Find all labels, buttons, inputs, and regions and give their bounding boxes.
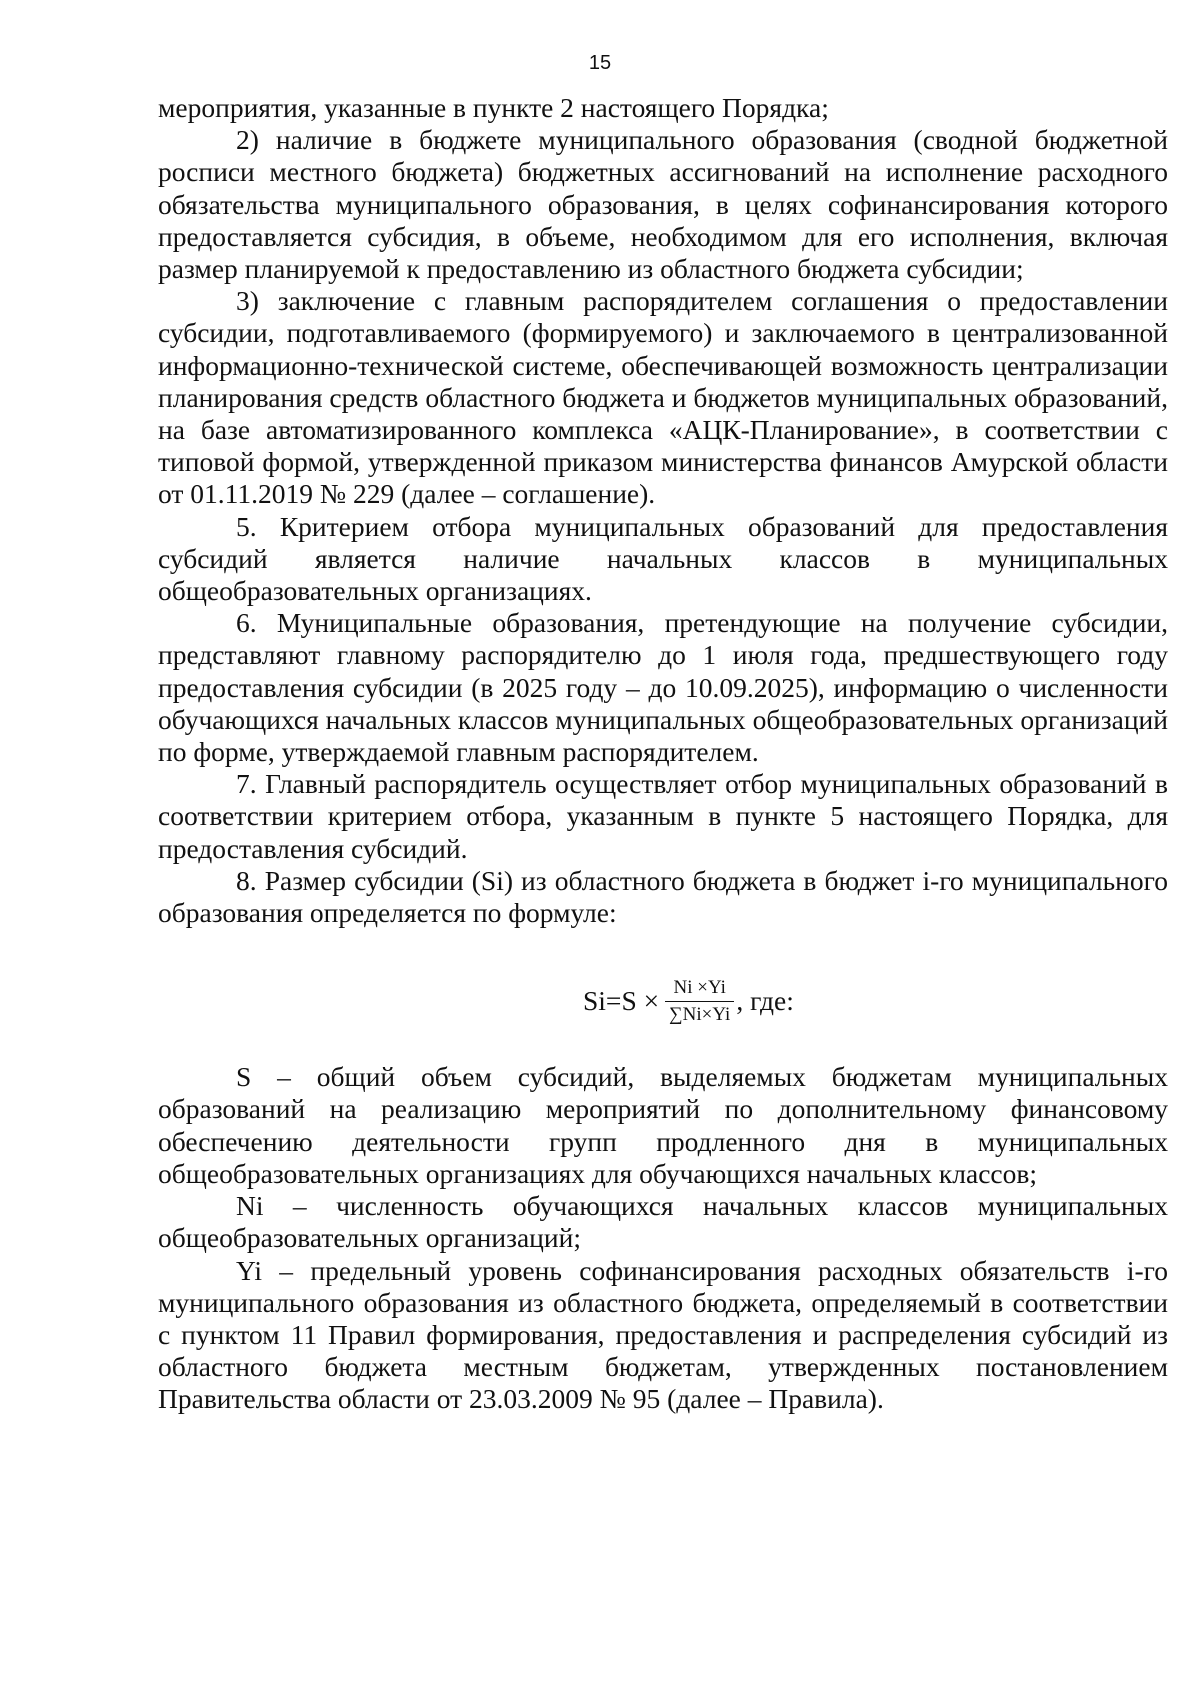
paragraph-item-2: 2) наличие в бюджете муниципального образования (сводной бюджетной росписи местного бюджета) бюджетных ассигнований на исполнение расходного обязательства муниципального образования, в целях софинансирования которого предоставляется субсидия, в объеме, необходимом для его исполнения, включая размер планируемой к предоставлению из областного бюджета субсидии; [158,124,1168,285]
definition-s: S – общий объем субсидий, выделяемых бюджетам муниципальных образований на реализацию мероприятий по дополнительному финансовому обеспечению деятельности групп продленного дня в муниципальных общеобразовательных организациях для обучающихся начальных классов; [158,1061,1168,1189]
formula-numerator: Ni ×Yi [673,976,726,998]
formula-lhs: Si=S × [583,985,660,1017]
formula-suffix: , где: [736,985,794,1017]
document-body [158,92,1168,1416]
subsidy-formula [158,965,1168,1037]
paragraph-item-3: 3) заключение с главным распорядителем соглашения о предоставлении субсидии, подготавливаемого (формируемого) и заключаемого в централизованной информационно-технической системе, обеспечивающей возможность централизации планирования средств областного бюджета и бюджетов муниципальных образований, на базе автоматизированного комплекса «АЦК-Планирование», в соответствии с типовой формой, утвержденной приказом министерства финансов Амурской области от 01.11.2019 № 229 (далее – соглашение). [158,285,1168,510]
paragraph-point-7: 7. Главный распорядитель осуществляет отбор муниципальных образований в соответствии критерием отбора, указанным в пункте 5 настоящего Порядка, для предоставления субсидий. [158,768,1168,864]
paragraph-point-8: 8. Размер субсидии (Si) из областного бюджета в бюджет i-го муниципального образования определяется по формуле: [158,864,1168,929]
formula-denominator: ∑Ni×Yi [665,1001,734,1026]
paragraph-continuation: мероприятия, указанные в пункте 2 настоящего Порядка; [158,92,829,123]
page-number: 15 [588,52,612,74]
paragraph-point-6: 6. Муниципальные образования, претендующие на получение субсидии, представляют главному распорядителю до 1 июля года, предшествующего году предоставления субсидии (в 2025 году – до 10.09.2025), информацию о численности обучающихся начальных классов муниципальных общеобразовательных организаций по форме, утверждаемой главным распорядителем. [158,607,1168,768]
paragraph-point-5: 5. Критерием отбора муниципальных образований для предоставления субсидий является наличие начальных классов в муниципальных общеобразовательных организациях. [158,510,1168,607]
definition-yi: Yi – предельный уровень софинансирования расходных обязательств i-го муниципального образования из областного бюджета, определяемый в соответствии с пунктом 11 Правил формирования, предоставления и распределения субсидий из областного бюджета местным бюджетам, утвержденных постановлением Правительства области от 23.03.2009 № 95 (далее – Правила). [158,1254,1168,1415]
formula-fraction [665,977,734,1026]
definition-ni: Ni – численность обучающихся начальных классов муниципальных общеобразовательных организаций; [158,1190,1168,1254]
